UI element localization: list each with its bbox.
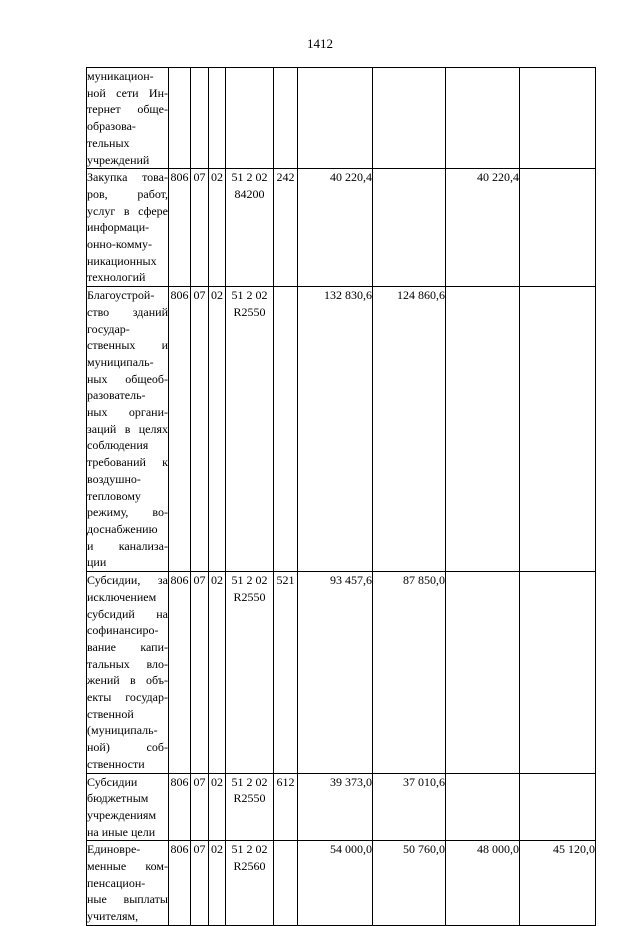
row-name-cell <box>87 287 169 572</box>
amount-col-2: 124 860,6 <box>373 287 446 572</box>
row-name: Субсидии, за исключением субсидий на софинансиро- вание капи- тальных вло- жений в объ- екты государ- ственной (муниципаль- ной) соб- ственности <box>87 573 168 771</box>
amount-col-3 <box>446 572 520 773</box>
amount-col-3: 48 000,0 <box>446 841 520 926</box>
subsection-code: 02 <box>209 169 226 287</box>
table-row <box>87 169 596 287</box>
subsection-code: 02 <box>209 572 226 773</box>
amount-col-2: 50 760,0 <box>373 841 446 926</box>
row-name: муникацион- ной сети Ин- тернет обще- образова- тельных учреждений <box>87 69 168 167</box>
amount-col-3: 40 220,4 <box>446 169 520 287</box>
amount-col-2: 87 850,0 <box>373 572 446 773</box>
row-name: Субсидии бюджетным учреждениям на иные цели <box>87 774 157 839</box>
row-name: Закупка това- ров, работ, услуг в сфере информаци- онно-комму- никационных технологий <box>87 170 168 285</box>
target-article-code: 51 2 02 R2550 <box>226 572 274 773</box>
ministry-code: 806 <box>169 572 191 773</box>
amount-col-4: 45 120,0 <box>520 841 596 926</box>
expense-type-code <box>274 68 298 169</box>
target-article-code: 51 2 02 84200 <box>226 169 274 287</box>
amount-col-1: 132 830,6 <box>298 287 373 572</box>
amount-col-4 <box>520 287 596 572</box>
table-row <box>87 287 596 572</box>
subsection-code: 02 <box>209 841 226 926</box>
amount-col-3 <box>446 68 520 169</box>
ministry-code: 806 <box>169 287 191 572</box>
row-name-cell <box>87 841 169 926</box>
row-name: Благоустрой- ство зданий государ- ственных и муниципаль- ных общеоб- разователь- ных органи- заций в целях соблюдения требований к воздушно- тепловому режиму, во- доснабжению и канализа- ции <box>87 288 168 570</box>
amount-col-4 <box>520 773 596 841</box>
amount-col-1: 93 457,6 <box>298 572 373 773</box>
section-code <box>191 68 209 169</box>
expense-type-code: 521 <box>274 572 298 773</box>
ministry-code: 806 <box>169 773 191 841</box>
amount-col-3 <box>446 773 520 841</box>
amount-col-4 <box>520 68 596 169</box>
amount-col-1 <box>298 68 373 169</box>
ministry-code <box>169 68 191 169</box>
subsection-code: 02 <box>209 287 226 572</box>
section-code: 07 <box>191 169 209 287</box>
expense-type-code: 612 <box>274 773 298 841</box>
target-article-code: 51 2 02 R2560 <box>226 841 274 926</box>
row-name-cell <box>87 572 169 773</box>
target-article-code: 51 2 02 R2550 <box>226 287 274 572</box>
amount-col-1: 40 220,4 <box>298 169 373 287</box>
ministry-code: 806 <box>169 169 191 287</box>
row-name: Единовре- менные ком- пенсацион- ные выплаты учителям, <box>87 842 168 924</box>
amount-col-4 <box>520 169 596 287</box>
subsection-code <box>209 68 226 169</box>
table-row <box>87 773 596 841</box>
amount-col-4 <box>520 572 596 773</box>
ministry-code: 806 <box>169 841 191 926</box>
section-code: 07 <box>191 841 209 926</box>
amount-col-2: 37 010,6 <box>373 773 446 841</box>
amount-col-1: 54 000,0 <box>298 841 373 926</box>
amount-col-3 <box>446 287 520 572</box>
section-code: 07 <box>191 287 209 572</box>
section-code: 07 <box>191 773 209 841</box>
page-number: 1412 <box>307 36 333 51</box>
expense-type-code <box>274 287 298 572</box>
amount-col-1: 39 373,0 <box>298 773 373 841</box>
target-article-code: 51 2 02 R2550 <box>226 773 274 841</box>
amount-col-2 <box>373 169 446 287</box>
table-row <box>87 68 596 169</box>
expense-type-code: 242 <box>274 169 298 287</box>
target-article-code <box>226 68 274 169</box>
subsection-code: 02 <box>209 773 226 841</box>
table-row <box>87 572 596 773</box>
row-name-cell <box>87 169 169 287</box>
budget-table <box>86 67 596 926</box>
expense-type-code <box>274 841 298 926</box>
table-row <box>87 841 596 926</box>
amount-col-2 <box>373 68 446 169</box>
section-code: 07 <box>191 572 209 773</box>
row-name-cell <box>87 773 169 841</box>
row-name-cell <box>87 68 169 169</box>
